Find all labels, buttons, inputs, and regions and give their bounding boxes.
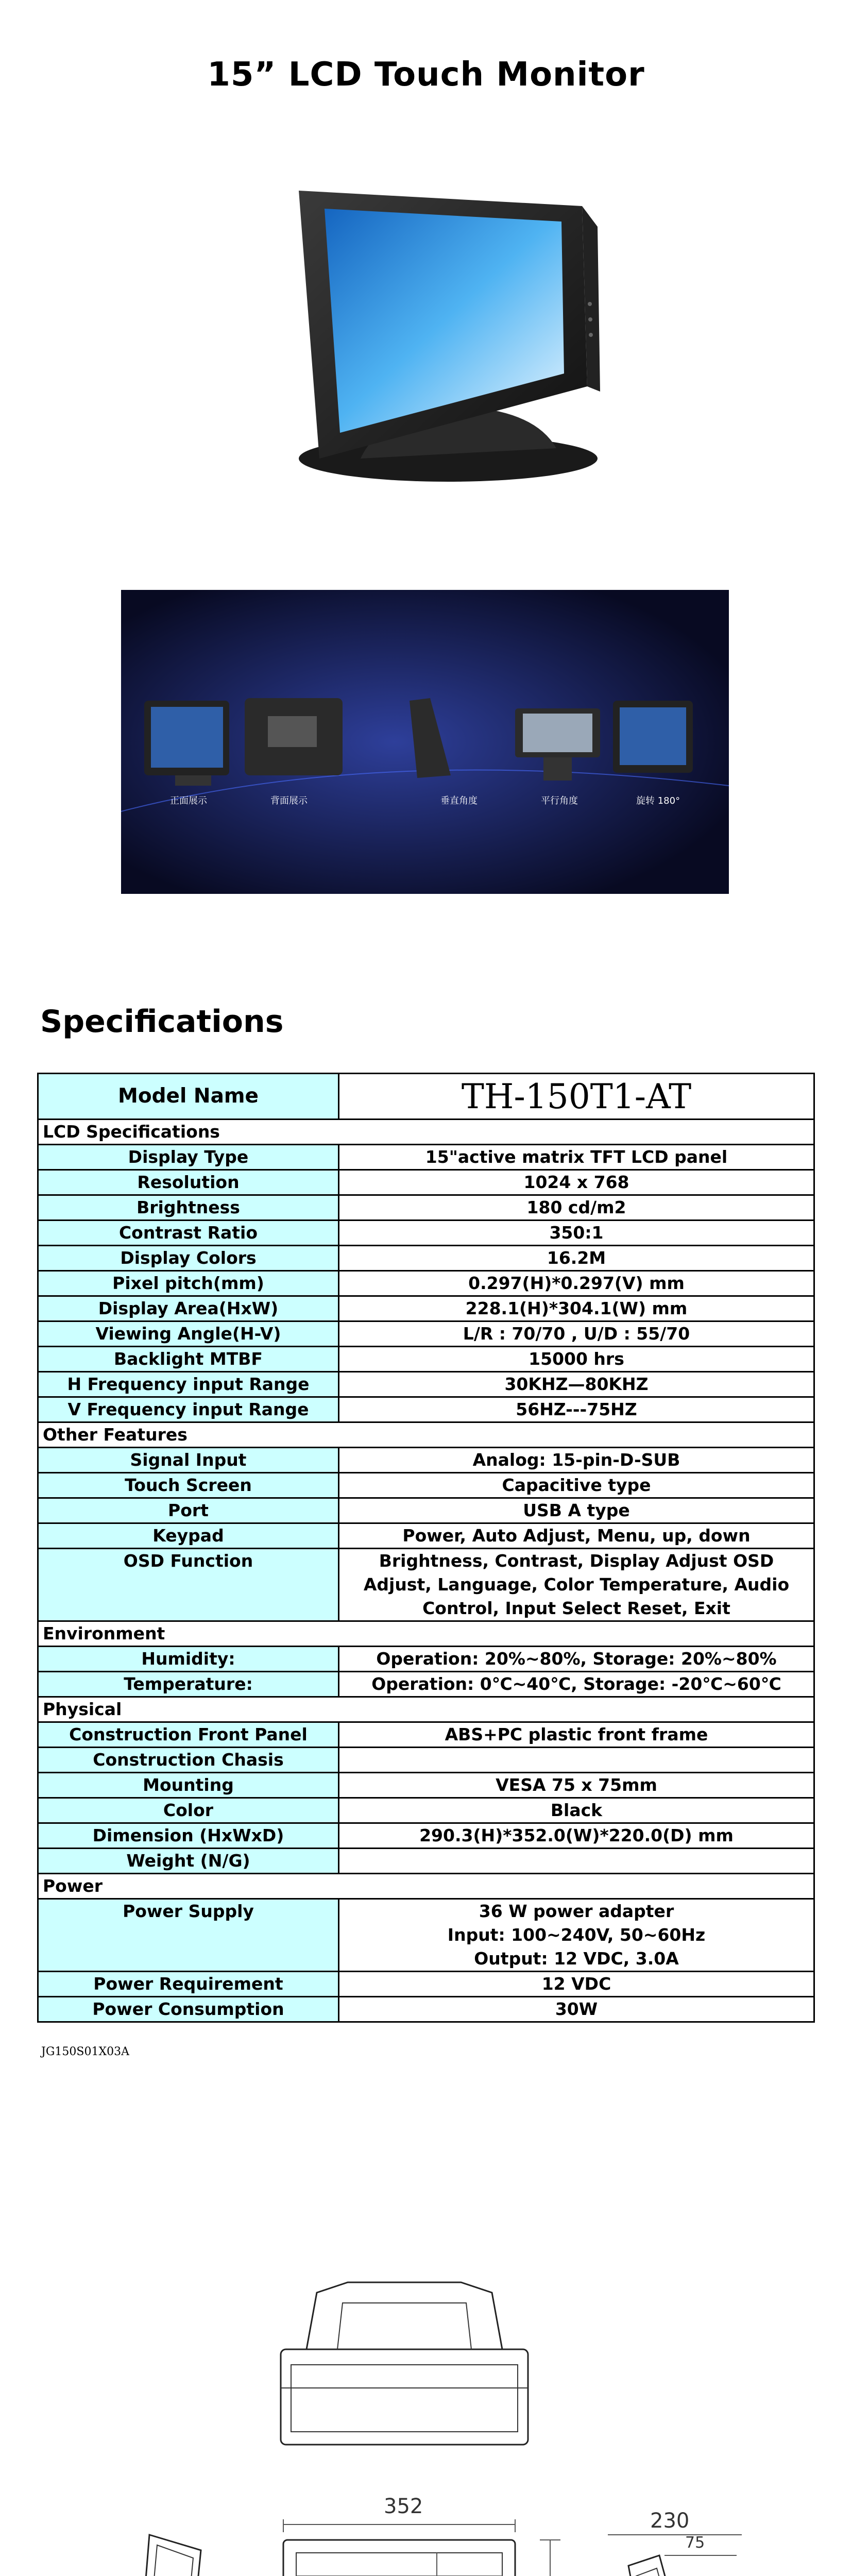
spec-row xyxy=(38,1296,814,1321)
spec-label: Backlight MTBF xyxy=(38,1347,339,1372)
spec-row xyxy=(38,1997,814,2022)
front-view-drawing xyxy=(278,2519,520,2576)
spec-row xyxy=(38,1748,814,1773)
spec-value: 30KHZ—80KHZ xyxy=(339,1372,814,1397)
spec-row xyxy=(38,1823,814,1849)
spec-label: Power Requirement xyxy=(38,1972,339,1997)
spec-value: 16.2M xyxy=(339,1246,814,1271)
dim-side-depth: 230 xyxy=(650,2509,690,2533)
spec-label: Touch Screen xyxy=(38,1473,339,1498)
spec-label: Weight (N/G) xyxy=(38,1849,339,1874)
product-angles-banner xyxy=(121,590,729,894)
spec-label: Color xyxy=(38,1798,339,1823)
spec-row xyxy=(38,1798,814,1823)
spec-label: Brightness xyxy=(38,1195,339,1221)
spec-value: 30W xyxy=(339,1997,814,2022)
spec-row xyxy=(38,1397,814,1422)
banner-caption-front: 正面展示 xyxy=(170,795,207,806)
page-title: 15” LCD Touch Monitor xyxy=(207,56,645,94)
spec-label: Dimension (HxWxD) xyxy=(38,1823,339,1849)
spec-row xyxy=(38,1145,814,1170)
spec-value: 290.3(H)*352.0(W)*220.0(D) mm xyxy=(339,1823,814,1849)
spec-label: Contrast Ratio xyxy=(38,1221,339,1246)
banner-caption-back: 背面展示 xyxy=(270,795,308,806)
spec-row xyxy=(38,1647,814,1672)
spec-label: Construction Chasis xyxy=(38,1748,339,1773)
spec-value: ABS+PC plastic front frame xyxy=(339,1722,814,1748)
spec-label: OSD Function xyxy=(38,1549,339,1621)
spec-label: Pixel pitch(mm) xyxy=(38,1271,339,1296)
spec-value: Operation: 20%~80%, Storage: 20%~80% xyxy=(339,1647,814,1672)
front-height-dimension xyxy=(524,2540,576,2576)
document-code: JG150S01X03A xyxy=(41,2045,129,2058)
spec-row xyxy=(38,1549,814,1621)
spec-row xyxy=(38,1722,814,1748)
spec-label: Resolution xyxy=(38,1170,339,1195)
spec-label: Viewing Angle(H-V) xyxy=(38,1321,339,1347)
spec-row xyxy=(38,1170,814,1195)
spec-label: Power Consumption xyxy=(38,1997,339,2022)
spec-row xyxy=(38,1773,814,1798)
spec-label: Display Type xyxy=(38,1145,339,1170)
banner-graphic xyxy=(121,590,729,894)
spec-label: Display Area(HxW) xyxy=(38,1296,339,1321)
spec-row xyxy=(38,1448,814,1473)
spec-value: 0.297(H)*0.297(V) mm xyxy=(339,1271,814,1296)
spec-section-label: Other Features xyxy=(38,1422,814,1448)
spec-row xyxy=(38,1523,814,1549)
model-value: TH-150T1-AT xyxy=(339,1074,814,1120)
banner-caption-vertical: 垂直角度 xyxy=(440,795,478,806)
spec-label: Power Supply xyxy=(38,1899,339,1972)
spec-section-row xyxy=(38,1874,814,1899)
spec-section-label: Environment xyxy=(38,1621,814,1647)
spec-value: Black xyxy=(339,1798,814,1823)
spec-value: L/R : 70/70 , U/D : 55/70 xyxy=(339,1321,814,1347)
spec-value: VESA 75 x 75mm xyxy=(339,1773,814,1798)
spec-row xyxy=(38,1372,814,1397)
spec-label: H Frequency input Range xyxy=(38,1372,339,1397)
spec-label: Temperature: xyxy=(38,1672,339,1697)
dim-front-width: 352 xyxy=(384,2495,423,2518)
spec-row xyxy=(38,1347,814,1372)
spec-section-row xyxy=(38,1422,814,1448)
spec-label: V Frequency input Range xyxy=(38,1397,339,1422)
spec-row xyxy=(38,1899,814,1972)
spec-label: Keypad xyxy=(38,1523,339,1549)
spec-label: Construction Front Panel xyxy=(38,1722,339,1748)
spec-section-label: Power xyxy=(38,1874,814,1899)
spec-label: Humidity: xyxy=(38,1647,339,1672)
banner-caption-parallel: 平行角度 xyxy=(541,795,578,806)
spec-section-label: LCD Specifications xyxy=(38,1120,814,1145)
spec-label: Mounting xyxy=(38,1773,339,1798)
spec-value: Capacitive type xyxy=(339,1473,814,1498)
spec-value: Analog: 15-pin-D-SUB xyxy=(339,1448,814,1473)
left-side-view-drawing xyxy=(72,2535,252,2576)
spec-value xyxy=(339,1748,814,1773)
spec-row xyxy=(38,1221,814,1246)
spec-label: Signal Input xyxy=(38,1448,339,1473)
spec-row xyxy=(38,1498,814,1523)
spec-row xyxy=(38,1195,814,1221)
monitor-product-image xyxy=(227,170,628,500)
banner-caption-rotate: 旋转 180° xyxy=(636,795,680,806)
spec-value: 56HZ---75HZ xyxy=(339,1397,814,1422)
spec-section-row xyxy=(38,1621,814,1647)
spec-value: 350:1 xyxy=(339,1221,814,1246)
spec-value: 228.1(H)*304.1(W) mm xyxy=(339,1296,814,1321)
spec-label: Port xyxy=(38,1498,339,1523)
spec-row xyxy=(38,1246,814,1271)
spec-row xyxy=(38,1672,814,1697)
spec-section-label: Physical xyxy=(38,1697,814,1722)
spec-row xyxy=(38,1849,814,1874)
spec-value: 12 VDC xyxy=(339,1972,814,1997)
spec-value: Operation: 0℃~40℃, Storage: -20℃~60℃ xyxy=(339,1672,814,1697)
spec-value: 1024 x 768 xyxy=(339,1170,814,1195)
spec-value: Brightness, Contrast, Display Adjust OSD Adjust, Language, Color Temperature, Audio Control, Input Select Reset, Exit xyxy=(339,1549,814,1621)
dim-side-top: 75 xyxy=(685,2534,705,2552)
spec-section-row xyxy=(38,1120,814,1145)
spec-value xyxy=(339,1849,814,1874)
spec-row xyxy=(38,1321,814,1347)
spec-value: 15"active matrix TFT LCD panel xyxy=(339,1145,814,1170)
specifications-table xyxy=(37,1073,815,2023)
spec-value: 15000 hrs xyxy=(339,1347,814,1372)
spec-row xyxy=(38,1473,814,1498)
spec-value: 180 cd/m2 xyxy=(339,1195,814,1221)
spec-row xyxy=(38,1972,814,1997)
model-row xyxy=(38,1074,814,1120)
specifications-heading: Specifications xyxy=(40,1004,284,1040)
top-view-drawing xyxy=(276,2282,533,2452)
spec-label: Display Colors xyxy=(38,1246,339,1271)
spec-section-row xyxy=(38,1697,814,1722)
spec-value: 36 W power adapter Input: 100~240V, 50~60Hz Output: 12 VDC, 3.0A xyxy=(339,1899,814,1972)
spec-row xyxy=(38,1271,814,1296)
model-label: Model Name xyxy=(38,1074,339,1120)
spec-value: Power, Auto Adjust, Menu, up, down xyxy=(339,1523,814,1549)
spec-value: USB A type xyxy=(339,1498,814,1523)
